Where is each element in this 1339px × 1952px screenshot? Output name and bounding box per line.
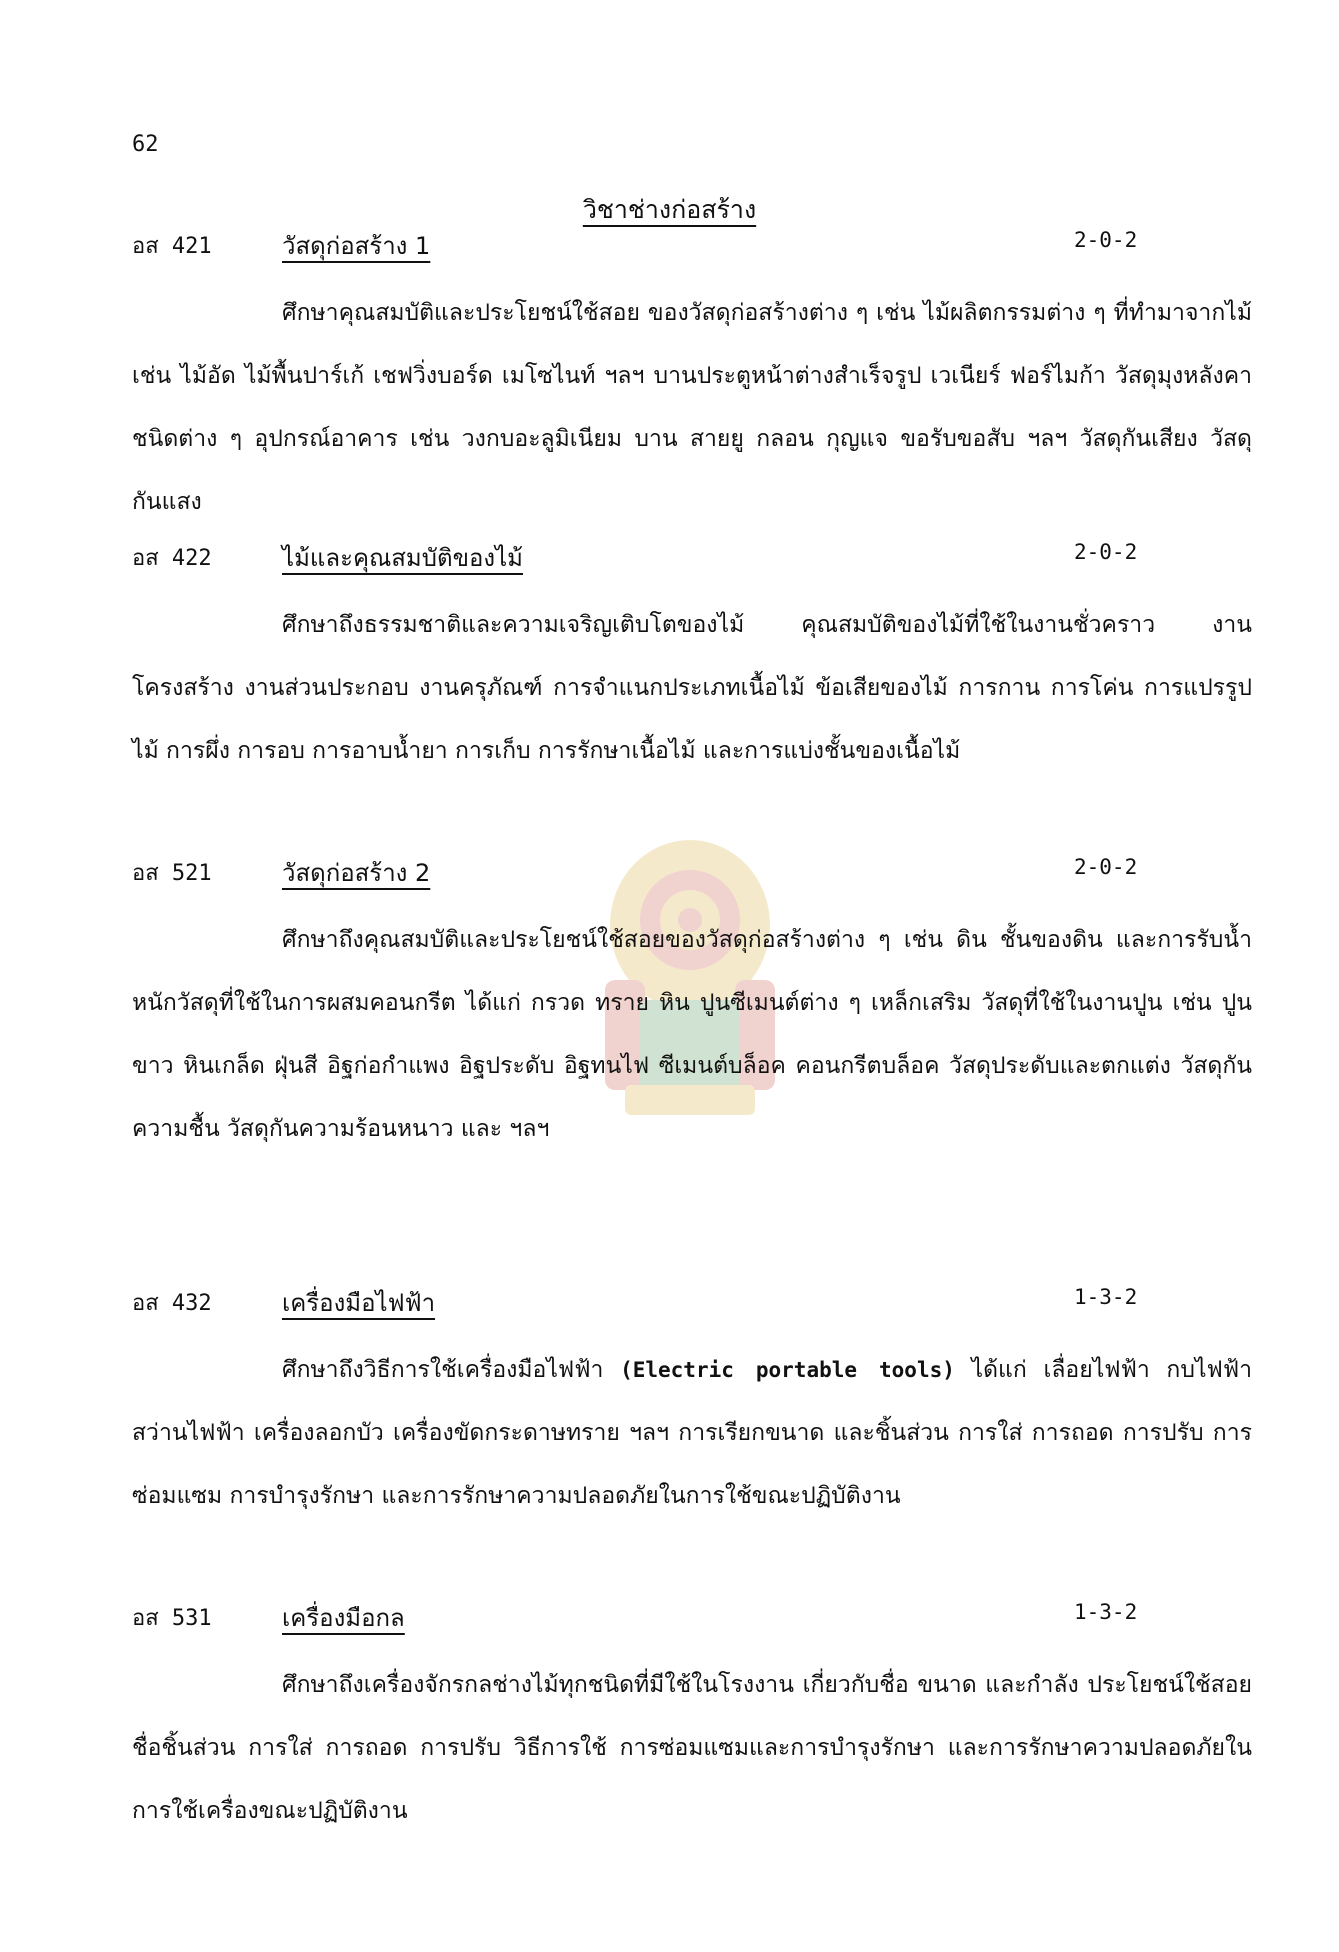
course-description: ศึกษาถึงเครื่องจักรกลช่างไม้ทุกชนิดที่มีใช้ในโรงงาน เกี่ยวกับชื่อ ขนาด และกำลัง ประโยชน์ใช้สอย ชื่อชิ้นส่วน การใส่ การถอด การปรับ วิธีการใช้ การซ่อมแซมและการบำรุงรักษา และการรักษาความปลอดภัยในการใช้เครื่องขณะปฏิบัติงาน xyxy=(132,1672,1252,1824)
course-code: อส 521 xyxy=(132,861,212,886)
course-name: ไม้และคุณสมบัติของไม้ xyxy=(282,544,523,572)
course-credits: 1-3-2 xyxy=(1074,1285,1138,1309)
page-number: 62 xyxy=(132,132,159,157)
course-code: อส 432 xyxy=(132,1291,212,1316)
page-title xyxy=(0,190,1339,230)
course-code: อส 422 xyxy=(132,546,212,571)
course-entry xyxy=(132,1600,1252,1843)
course-description: ศึกษาถึงธรรมชาติและความเจริญเติบโตของไม้ คุณสมบัติของไม้ที่ใช้ในงานชั่วคราว งานโครงสร้าง งานส่วนประกอบ งานครุภัณฑ์ การจำแนกประเภทเนื้อไม้ ข้อเสียของไม้ การกาน การโค่น การแปรรูปไม้ การผึ่ง การอบ การอาบน้ำยา การเก็บ การรักษาเนื้อไม้ และการแบ่งชั้นของเนื้อไม้ xyxy=(132,612,1252,764)
course-code: อส 421 xyxy=(132,234,212,259)
course-name: วัสดุก่อสร้าง 1 xyxy=(282,232,431,260)
course-name: เครื่องมือไฟฟ้า xyxy=(282,1289,436,1317)
course-code: อส 531 xyxy=(132,1606,212,1631)
course-entry xyxy=(132,1285,1252,1528)
course-header xyxy=(132,1285,1252,1325)
course-entry xyxy=(132,855,1252,1161)
course-entry xyxy=(132,228,1252,534)
course-header xyxy=(132,1600,1252,1640)
course-description: ศึกษาถึงคุณสมบัติและประโยชน์ใช้สอยของวัสดุก่อสร้างต่าง ๆ เช่น ดิน ชั้นของดิน และการรับน้ำหนักวัสดุที่ใช้ในการผสมคอนกรีต ได้แก่ กรวด ทราย หิน ปูนซีเมนต์ต่าง ๆ เหล็กเสริม วัสดุที่ใช้ในงานปูน เช่น ปูนขาว หินเกล็ด ฝุ่นสี อิฐก่อกำแพง อิฐประดับ อิฐทนไฟ ซีเมนต์บล็อค คอนกรีตบล็อค วัสดุประดับและตกแต่ง วัสดุกันความชื้น วัสดุกันความร้อนหนาว และ ฯลฯ xyxy=(132,927,1252,1142)
course-credits: 2-0-2 xyxy=(1074,228,1138,252)
course-entry xyxy=(132,540,1252,783)
page-title-text: วิชาช่างก่อสร้าง xyxy=(582,195,757,224)
course-description-english-term: (Electric portable tools) xyxy=(620,1358,955,1382)
course-header xyxy=(132,540,1252,580)
course-description: ศึกษาคุณสมบัติและประโยชน์ใช้สอย ของวัสดุก่อสร้างต่าง ๆ เช่น ไม้ผลิตกรรมต่าง ๆ ที่ทำมาจากไม้ เช่น ไม้อัด ไม้พื้นปาร์เก้ เชฟวิ่งบอร์ด เมโซไนท์ ฯลฯ บานประตูหน้าต่างสำเร็จรูป เวเนียร์ ฟอร์ไมก้า วัสดุมุงหลังคาชนิดต่าง ๆ อุปกรณ์อาคาร เช่น วงกบอะลูมิเนียม บาน สายยู กลอน กุญแจ ขอรับขอสับ ฯลฯ วัสดุกันเสียง วัสดุกันแสง xyxy=(132,300,1252,515)
course-header xyxy=(132,855,1252,895)
course-description-text: ศึกษาถึงวิธีการใช้เครื่องมือไฟฟ้า xyxy=(282,1357,621,1383)
course-name: วัสดุก่อสร้าง 2 xyxy=(282,859,431,887)
course-description-text: ได้แก่ เลื่อยไฟฟ้า กบไฟฟ้า สว่านไฟฟ้า เครื่องลอกบัว เครื่องขัดกระดาษทราย ฯลฯ การเรียกขนาด และชิ้นส่วน การใส่ การถอด การปรับ การซ่อมแซม การบำรุงรักษา และการรักษาความปลอดภัยในการใช้ขณะปฏิบัติงาน xyxy=(132,1357,1253,1509)
course-description xyxy=(132,1339,1252,1528)
course-credits: 1-3-2 xyxy=(1074,1600,1138,1624)
course-name: เครื่องมือกล xyxy=(282,1604,405,1632)
course-credits: 2-0-2 xyxy=(1074,540,1138,564)
course-credits: 2-0-2 xyxy=(1074,855,1138,879)
course-header xyxy=(132,228,1252,268)
